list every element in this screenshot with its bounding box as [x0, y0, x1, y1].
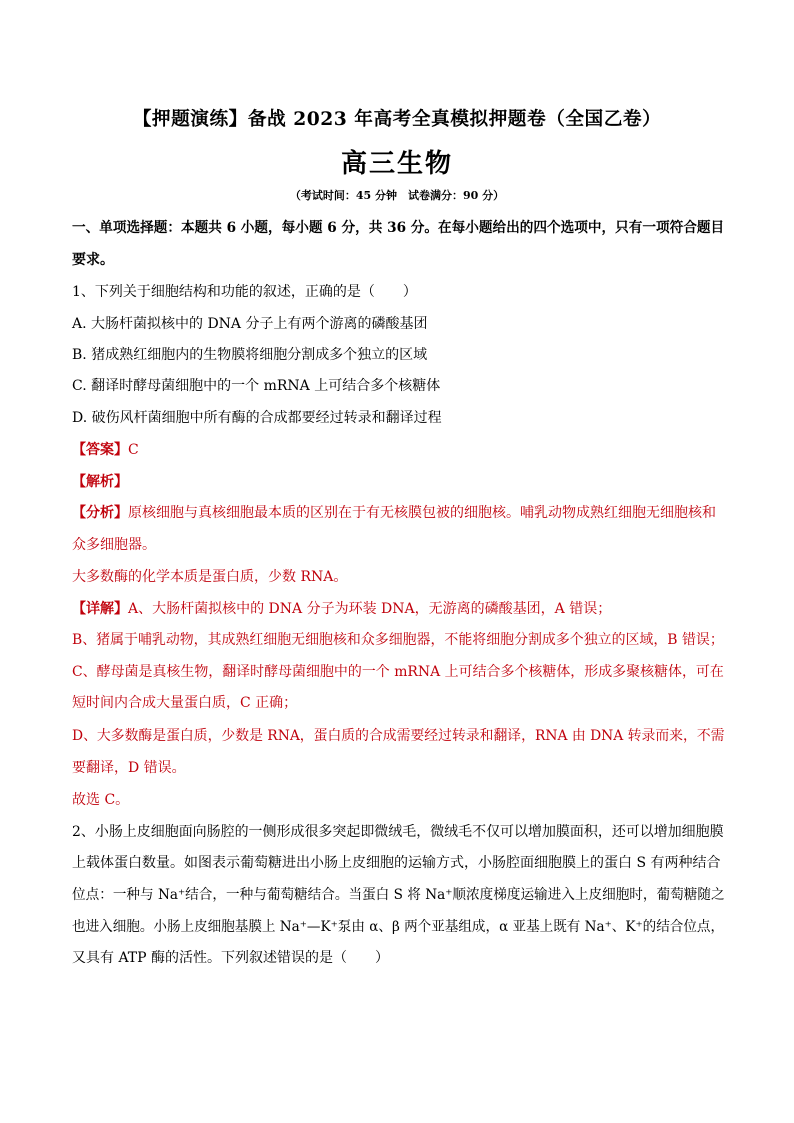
- exam-title: 【押题演练】备战 2023 年高考全真模拟押题卷（全国乙卷）: [132, 108, 662, 130]
- answer-value: C: [128, 442, 139, 458]
- fenxi-tag: 【分析】: [72, 505, 128, 521]
- section-heading-line2: 要求。: [72, 252, 114, 268]
- subject-title: 高三生物: [340, 149, 453, 179]
- xiangjie-line-c1: C、酵母菌是真核生物，翻译时酵母菌细胞中的一个 mRNA 上可结合多个核糖体，形成多聚核糖体，可在: [72, 664, 724, 680]
- question-1-option-c: C. 翻译时酵母菌细胞中的一个 mRNA 上可结合多个核糖体: [72, 378, 441, 394]
- xiangjie-tag: 【详解】: [72, 601, 128, 617]
- analysis-tag: 【解析】: [72, 474, 128, 490]
- question-2-line1: 2、小肠上皮细胞面向肠腔的一侧形成很多突起即微绒毛，微绒毛不仅可以增加膜面积，还可以增加细胞膜: [72, 824, 724, 840]
- question-2-line5: 又具有 ATP 酶的活性。下列叙述错误的是（ ）: [72, 950, 390, 966]
- question-2-line4: 也进入细胞。小肠上皮细胞基膜上 Na⁺—K⁺泵由 α、β 两个亚基组成，α 亚基上既有 Na⁺、K⁺的结合位点，: [72, 919, 725, 935]
- analysis-line: [72, 472, 724, 492]
- conclusion-line: 故选 C。: [72, 792, 130, 808]
- answer-line: [72, 440, 724, 460]
- xiangjie-line-c2: 短时间内合成大量蛋白质，C 正确；: [72, 695, 298, 711]
- fenxi-line3: 大多数酶的化学本质是蛋白质，少数 RNA。: [72, 569, 348, 585]
- xiangjie-line-b: B、猪属于哺乳动物，其成熟红细胞无细胞核和众多细胞器，不能将细胞分割成多个独立的区域，B 错误；: [72, 632, 724, 648]
- xiangjie-line-d2: 要翻译，D 错误。: [72, 760, 186, 776]
- question-2-line2: 上载体蛋白数量。如图表示葡萄糖进出小肠上皮细胞的运输方式，小肠腔面细胞膜上的蛋白 S 有两种结合: [72, 855, 721, 871]
- xiangjie-line-a: [72, 599, 724, 619]
- xiangjie-a-text: A、大肠杆菌拟核中的 DNA 分子为环装 DNA，无游离的磷酸基团，A 错误；: [128, 601, 612, 617]
- fenxi-line2: 众多细胞器。: [72, 537, 156, 553]
- section-heading-line1: 一、单项选择题：本题共 6 小题，每小题 6 分，共 36 分。在每小题给出的四个选项中，只有一项符合题目: [72, 220, 725, 236]
- fenxi-text1: 原核细胞与真核细胞最本质的区别在于有无核膜包被的细胞核。哺乳动物成熟红细胞无细胞核和: [128, 505, 716, 521]
- question-1-option-a: A. 大肠杆菌拟核中的 DNA 分子上有两个游离的磷酸基团: [72, 316, 428, 332]
- xiangjie-line-d1: D、大多数酶是蛋白质，少数是 RNA，蛋白质的合成需要经过转录和翻译，RNA 由 DNA 转录而来，不需: [72, 728, 725, 744]
- question-1-stem: 1、下列关于细胞结构和功能的叙述，正确的是（ ）: [72, 284, 417, 300]
- fenxi-line1: [72, 503, 724, 523]
- question-2-line3: 位点：一种与 Na⁺结合，一种与葡萄糖结合。当蛋白 S 将 Na⁺顺浓度梯度运输进入上皮细胞时，葡萄糖随之: [72, 887, 725, 903]
- answer-tag: 【答案】: [72, 442, 128, 458]
- question-1-option-d: D. 破伤风杆菌细胞中所有酶的合成都要经过转录和翻译过程: [72, 410, 442, 426]
- exam-info: （考试时间：45 分钟 试卷满分：90 分）: [289, 189, 505, 202]
- question-1-option-b: B. 猪成熟红细胞内的生物膜将细胞分割成多个独立的区域: [72, 347, 428, 363]
